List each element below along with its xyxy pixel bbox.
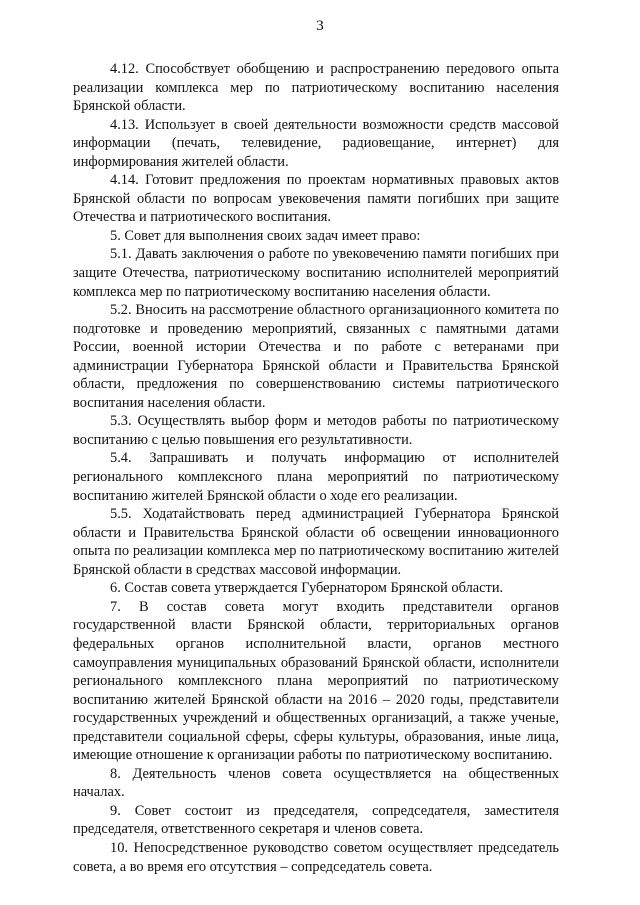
paragraph-4-14: 4.14. Готовит предложения по проектам нормативных правовых актов Брянской области по вопросам увековечения памяти погибших при защите Отечества и патриотического воспитания. (73, 172, 559, 226)
paragraph-5: 5. Совет для выполнения своих задач имеет право: (110, 227, 421, 244)
paragraph-8: 8. Деятельность членов совета осуществляется на общественных началах. (73, 765, 559, 801)
paragraph-10: 10. Непосредственное руководство советом осуществляет председатель совета, а во время его отсутствия – сопредседатель совета. (73, 839, 559, 875)
document-body (73, 60, 559, 876)
paragraph-4-13: 4.13. Использует в своей деятельности возможности средств массовой информации (печать, телевидение, радиовещание, интернет) для информирования жителей области. (73, 116, 559, 170)
paragraph-5-5: 5.5. Ходатайствовать перед администрацией Губернатора Брянской области и Правительства Брянской области об освещении инновационного опыта по реализации комплекса мер по патриотическому воспитанию жителей Брянской области в средствах массовой информации. (73, 506, 559, 578)
paragraph-7: 7. В состав совета могут входить представители органов государственной власти Брянской области, территориальных органов федеральных органов исполнительной власти, органов местного самоуправления муниципальных образований Брянской области, исполнители регионального комплексного плана мероприятий по патриотическому воспитанию жителей Брянской области на 2016 – 2020 годы, представители государственных учреждений и общественных организаций, а также ученые, представители социальной сферы, сферы культуры, образования, иные лица, имеющие отношение к организации работы по патриотическому воспитанию. (73, 598, 559, 764)
paragraph-9: 9. Совет состоит из председателя, сопредседателя, заместителя председателя, ответственного секретаря и членов совета. (73, 802, 559, 838)
paragraph-6: 6. Состав совета утверждается Губернатором Брянской области. (110, 580, 504, 597)
paragraph-5-1: 5.1. Давать заключения о работе по увековечению памяти погибших при защите Отечества, патриотическому воспитанию исполнителей мероприятий комплекса мер по патриотическому воспитанию населения области. (73, 246, 559, 300)
paragraph-5-3: 5.3. Осуществлять выбор форм и методов работы по патриотическому воспитанию с целью повышения его результативности. (73, 413, 559, 448)
page-number: 3 (316, 18, 324, 34)
paragraph-5-4: 5.4. Запрашивать и получать информацию от исполнителей регионального комплексного плана мероприятий по патриотическому воспитанию жителей Брянской области о ходе его реализации. (73, 450, 559, 504)
paragraph-4-12: 4.12. Способствует обобщению и распространению передового опыта реализации комплекса мер по патриотическому воспитанию населения Брянской области. (73, 61, 559, 115)
paragraph-5-2: 5.2. Вносить на рассмотрение областного организационного комитета по подготовке и проведению мероприятий, связанных с памятными датами России, военной истории Отечества и по работе с ветеранами при администрации Губернатора Брянской области и Правительства Брянской области, предложения по совершенствованию системы патриотического воспитания населения области. (73, 302, 559, 411)
